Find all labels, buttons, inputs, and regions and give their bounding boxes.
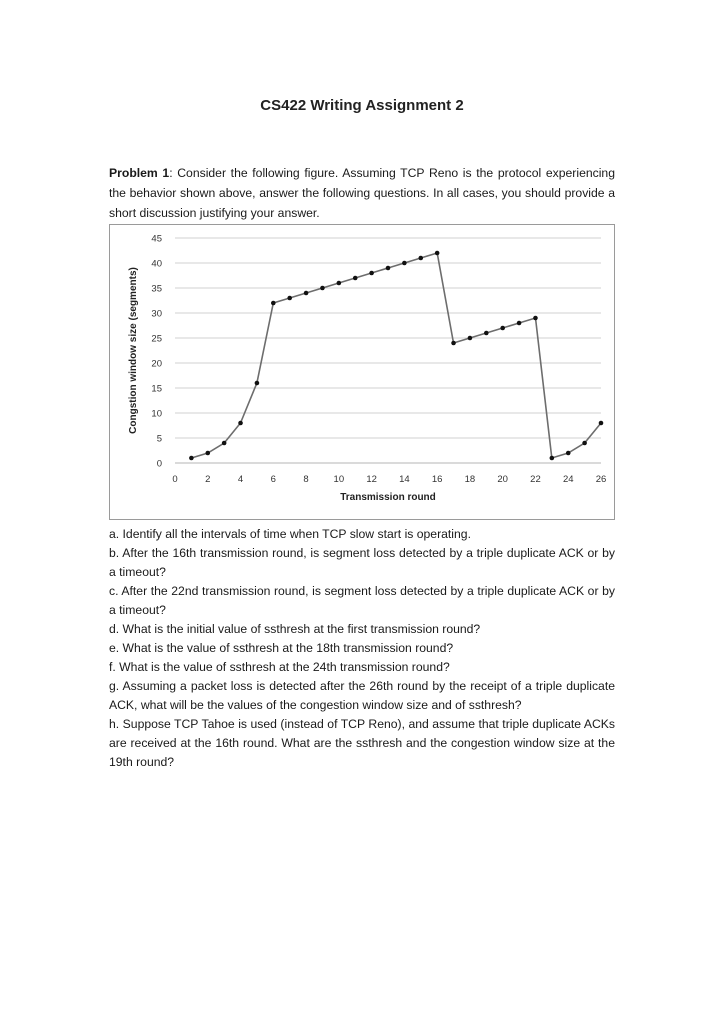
data-point (566, 451, 571, 456)
data-point (484, 331, 489, 336)
y-tick-label: 20 (151, 358, 162, 370)
x-tick-label: 16 (431, 474, 443, 485)
data-point (222, 441, 227, 446)
page-title: CS422 Writing Assignment 2 (260, 97, 464, 114)
y-tick-label: 45 (151, 233, 162, 245)
cwnd-chart (110, 225, 614, 519)
data-point (353, 276, 358, 281)
x-tick-label: 22 (530, 474, 541, 485)
question-item: a. Identify all the intervals of time when TCP slow start is operating. (109, 527, 471, 541)
data-point (304, 291, 309, 296)
question-item: d. What is the initial value of ssthresh at the first transmission round? (109, 622, 481, 636)
data-point (386, 266, 391, 271)
data-point (468, 336, 473, 341)
chart-frame (109, 224, 615, 520)
y-tick-label: 10 (151, 408, 162, 420)
x-tick-label: 8 (303, 474, 309, 485)
question-item: b. After the 16th transmission round, is segment loss detected by a triple duplicate ACK or by a timeout? (109, 546, 615, 579)
data-point (369, 271, 374, 276)
data-point (271, 301, 276, 306)
question-list (109, 525, 615, 772)
data-point (205, 451, 210, 456)
y-axis-title: Congstion window size (segments) (128, 267, 139, 434)
data-point (418, 256, 423, 261)
x-tick-label: 18 (464, 474, 476, 485)
y-tick-label: 30 (151, 308, 162, 320)
x-tick-label: 10 (333, 474, 345, 485)
series-line (191, 253, 601, 458)
data-point (517, 321, 522, 326)
problem-statement (109, 163, 615, 223)
data-point (599, 421, 604, 426)
y-tick-label: 25 (151, 333, 162, 345)
y-tick-label: 40 (151, 258, 162, 270)
data-point (435, 251, 440, 256)
question-item: g. Assuming a packet loss is detected after the 26th round by the receipt of a triple duplicate ACK, what will be the values of the congestion window size and of ssthresh? (109, 679, 615, 712)
y-tick-label: 5 (156, 433, 162, 445)
data-point (320, 286, 325, 291)
x-tick-label: 2 (205, 474, 211, 485)
question-item: f. What is the value of ssthresh at the 24th transmission round? (109, 660, 450, 674)
y-tick-label: 15 (151, 383, 162, 395)
x-tick-label: 24 (562, 474, 574, 485)
x-tick-label: 20 (497, 474, 508, 485)
data-point (533, 316, 538, 321)
problem-label: Problem 1 (109, 166, 170, 180)
x-tick-label: 26 (595, 474, 607, 485)
problem-text: : Consider the following figure. Assuming TCP Reno is the protocol experiencing the behavior shown above, answer the following questions. In all cases, you should provide a short discussion justifying your answer. (109, 166, 615, 220)
data-point (255, 381, 260, 386)
y-tick-label: 0 (156, 458, 162, 470)
y-tick-label: 35 (151, 283, 162, 295)
data-point (287, 296, 292, 301)
x-tick-label: 0 (172, 474, 178, 485)
data-point (550, 456, 555, 461)
x-tick-label: 14 (399, 474, 410, 485)
data-point (189, 456, 194, 461)
question-item: c. After the 22nd transmission round, is segment loss detected by a triple duplicate ACK or by a timeout? (109, 584, 615, 617)
data-point (402, 261, 407, 266)
data-point (582, 441, 587, 446)
data-point (500, 326, 505, 331)
x-tick-label: 12 (366, 474, 377, 485)
data-point (337, 281, 342, 286)
x-axis-title: Transmission round (340, 492, 436, 503)
data-point (451, 341, 456, 346)
x-tick-label: 4 (237, 474, 244, 485)
question-item: h. Suppose TCP Tahoe is used (instead of TCP Reno), and assume that triple duplicate ACKs are received at the 16th round. What are the ssthresh and the congestion window size at the 19th round? (109, 717, 615, 769)
question-item: e. What is the value of ssthresh at the 18th transmission round? (109, 641, 454, 655)
x-tick-label: 6 (270, 474, 276, 485)
data-point (238, 421, 243, 426)
